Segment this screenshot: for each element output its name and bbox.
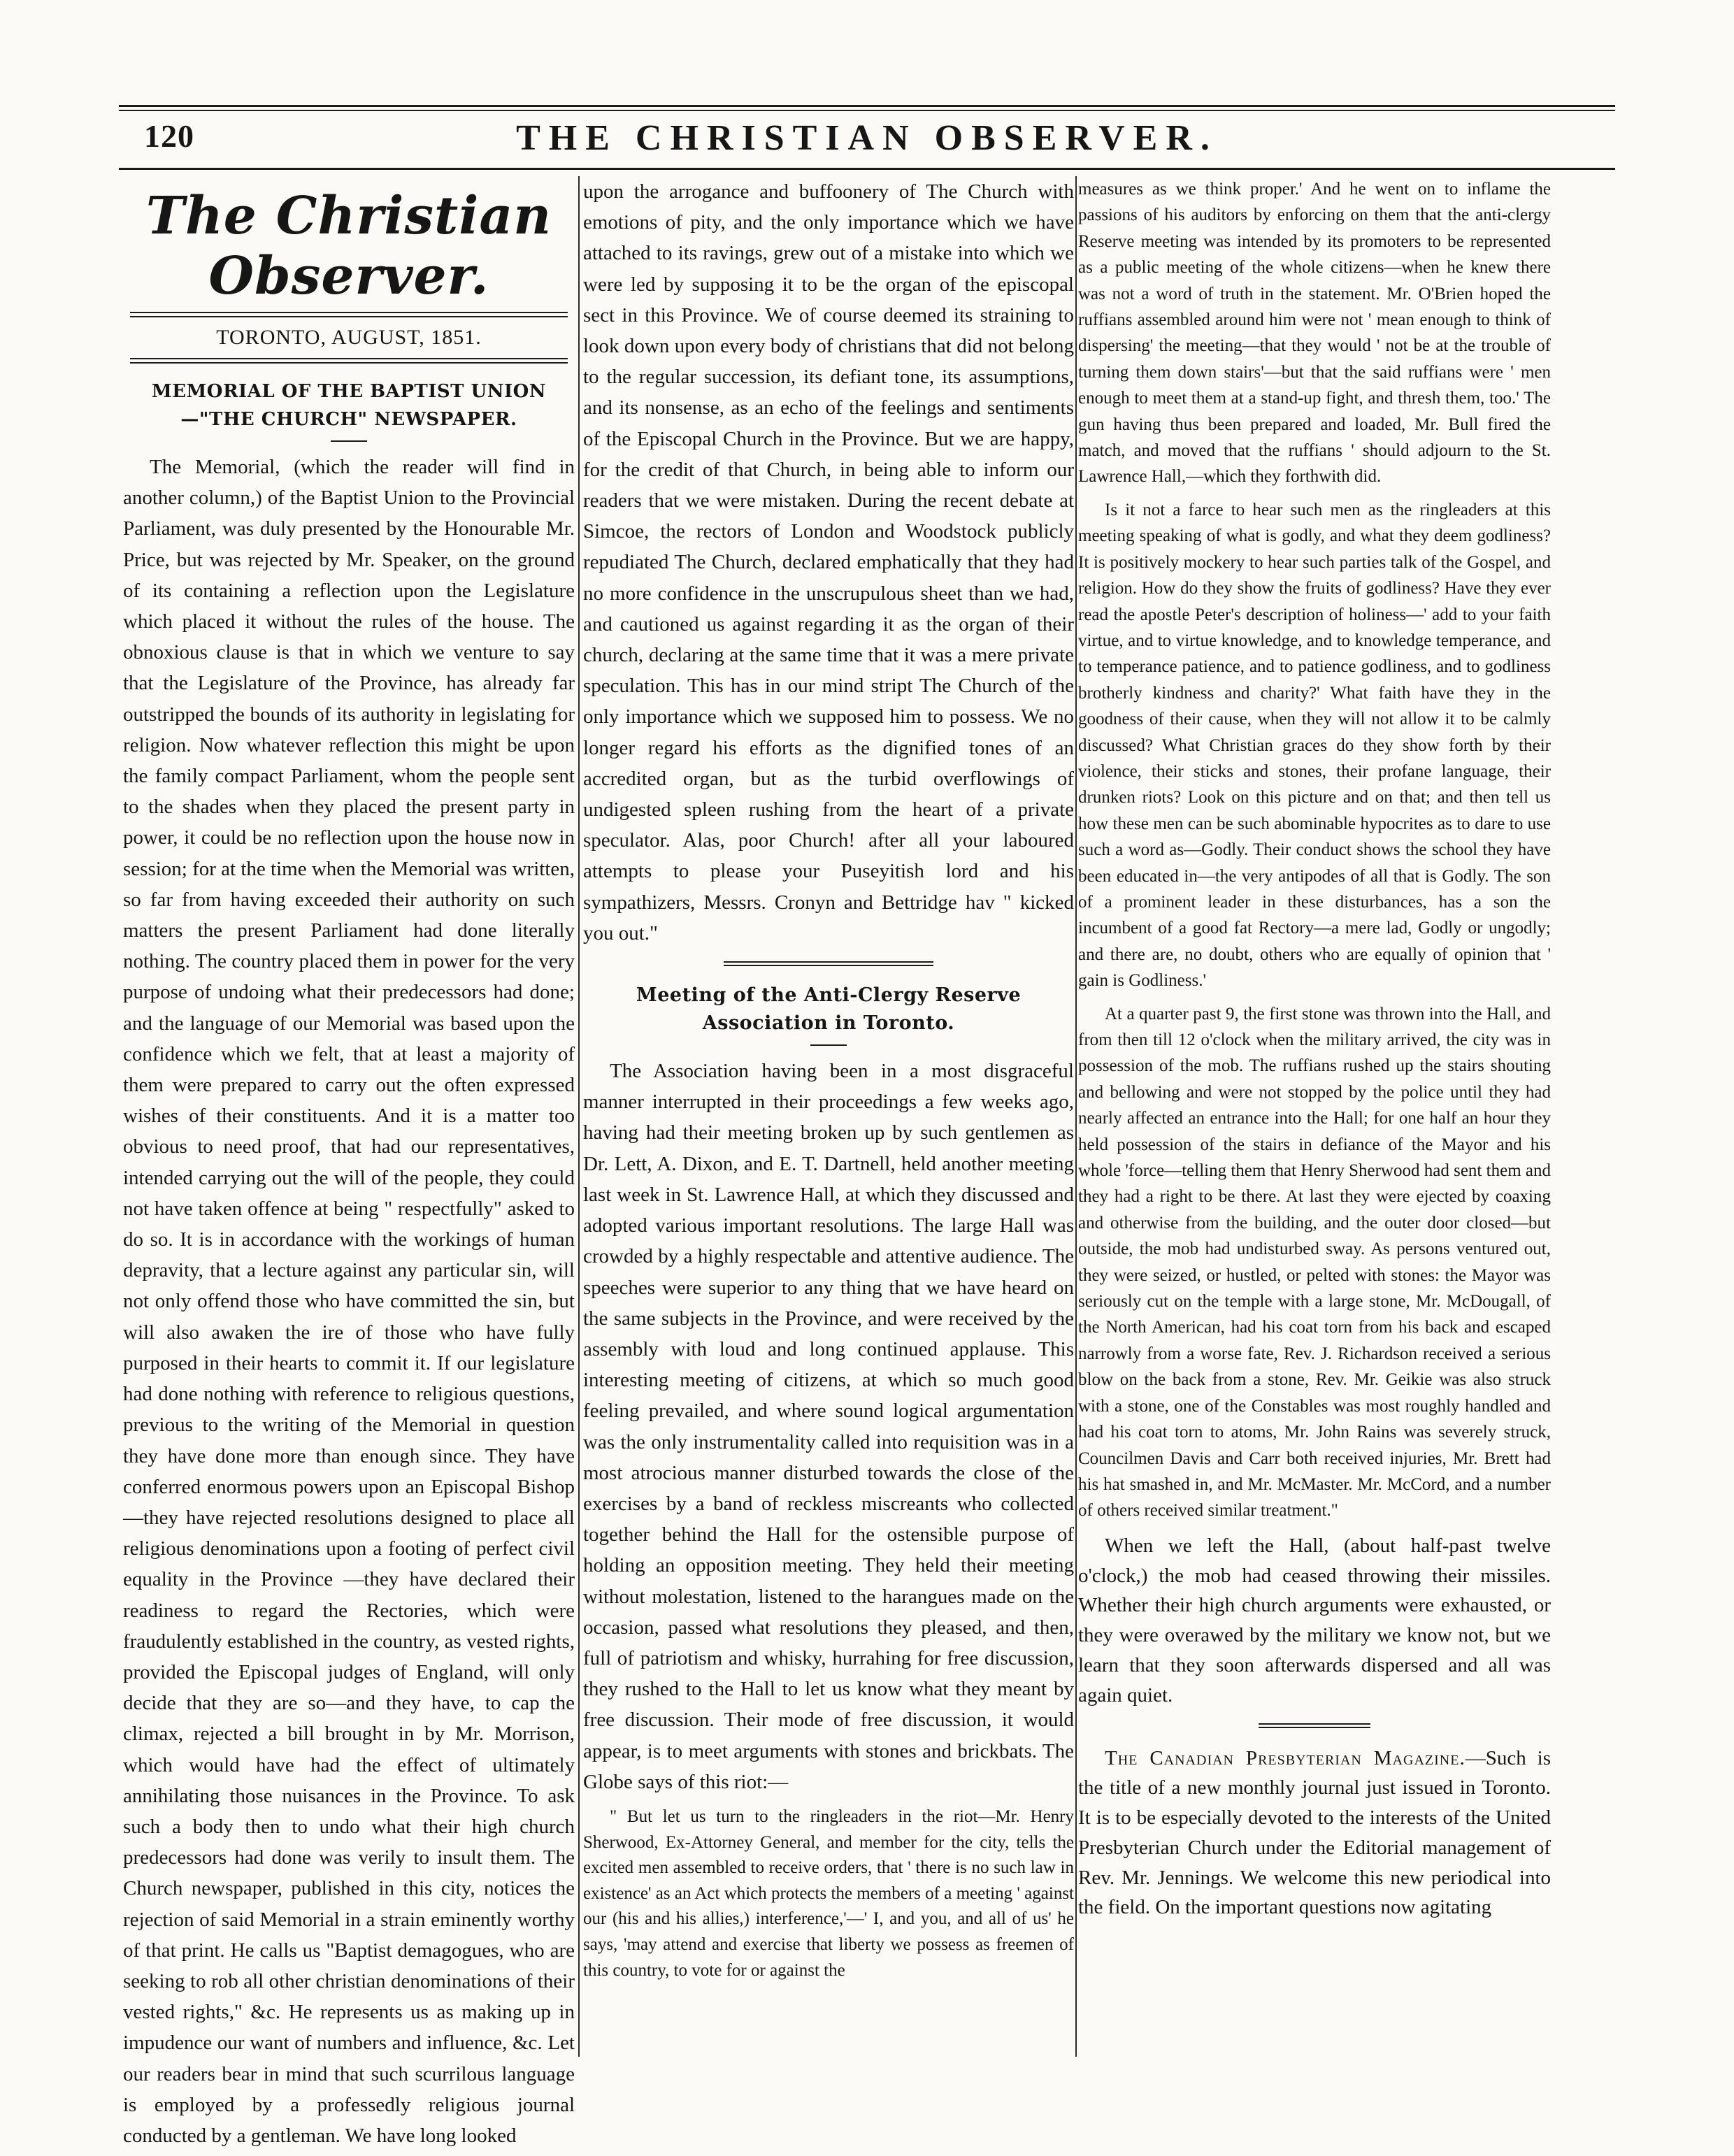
magazine-paragraph [1078, 1744, 1551, 1923]
top-rule-thin [119, 110, 1615, 111]
meeting-headline: Meeting of the Anti-Clergy Reserve Association in Toronto. [636, 984, 1022, 1035]
masthead-rule [130, 312, 568, 317]
memorial-paragraph-2: upon the arrogance and buffoonery of The Church with emotions of pity, and the only importance which we have attached to its ravings, grew out of a mistake into which we were led by supposing it to be the organ of the episcopal sect in this Province. We of course deemed its straining to look down upon every body of christians that did not belong to the regular succession, its defiant tone, its assumptions, and its nonsense, as an echo of the feelings and sentiments of the Episcopal Church in the Province. But we are happy, for the credit of that Church, in being able to inform our readers that we were mistaken. During the recent debate at Simcoe, the rectors of London and Woodstock publicly repudiated The Church, declared emphatically that they had no more confidence in the unscrupulous sheet than we had, and cautioned us against regarding it as the organ of their church, declaring at the same time that it was a mere private speculation. This has in our mind stript The Church of the only importance which we supposed him to possess. We no longer regard his efforts as the dignified tones of an accredited organ, but as the turbid overflowings of undigested spleen rushing from the heart of a private speculator. Alas, poor Church! after all your laboured attempts to please your Puseyitish lord and his sympathizers, Messrs. Cronyn and Bettridge hav " kicked you out." [583, 180, 1074, 944]
running-title: THE CHRISTIAN OBSERVER. [516, 118, 1218, 158]
head-rule [119, 168, 1615, 170]
magazine-text: —Such is the title of a new monthly journal just issued in Toronto. It is to be especially devoted to the interests of the United Presbyterian Church under the Editorial management of Rev. Mr. Jennings. We welcome this new periodical into the field. On the important questions now agitating [1078, 1746, 1551, 1919]
memorial-headline: MEMORIAL OF THE BAPTIST UNION—"THE CHURCH" NEWSPAPER. [151, 381, 547, 430]
headline-rule [331, 440, 367, 442]
page-number: 120 [144, 118, 194, 154]
magazine-title: The Canadian Presbyterian Magazine. [1105, 1746, 1466, 1769]
meeting-headline-rule [810, 1044, 847, 1046]
meeting-quote-2: measures as we think proper.' And he went on to inflame the passions of his auditors by enforcing on them that the anti-clergy Reserve meeting was intended by its promoters to be represented as a public meeting of the whole citizens—when he knew there was not a word of truth in the statement. Mr. O'Brien hoped the ruffians assembled around him were not ' mean enough to think of dispersing' the meeting—that they would ' not be at the trouble of turning them down stairs'—but that the said ruffians were ' men enough to meet them at a stand-up fight, and thresh them, too.' The gun having thus been prepared and loaded, Mr. Bull fired the match, and moved that the ruffians ' should adjourn to the St. Lawrence Hall,—which they forthwith did. [1078, 180, 1551, 487]
column-2 [583, 176, 1074, 2057]
column-3 [1078, 176, 1551, 2057]
meeting-quote-3: Is it not a farce to hear such men as the ringleaders at this meeting speaking of what is godly, and what they deem godliness? It is positively mockery to hear such parties talk of the Gospel, and religion. How do they show the fruits of godliness? Have they ever read the apostle Peter's description of holiness—' add to your faith virtue, and to virtue knowledge, and to knowledge temperance, and to temperance patience, and to patience godliness, and to godliness brotherly kindness and charity?' What faith have they in the goodness of their cause, when they will not allow it to be calmly discussed? What Christian graces do they show forth by their violence, their sticks and stones, their profane language, their drunken riots? Look on this picture and on that; and then tell us how these men can be such abominable hypocrites as to dare to use such a word as—Godly. Their conduct shows the school they have been educated in—the very antipodes of all that is Godly. The son of a prominent leader in these disturbances, has a son the incumbent of a good fat Rectory—a mere lad, Godly or ungodly; and there are, no doubt, others who are equally of opinion that ' gain is Godliness.' [1078, 500, 1551, 991]
top-rule [119, 105, 1615, 107]
meeting-quote-4: At a quarter past 9, the first stone was thrown into the Hall, and from then till 12 o'clock when the military arrived, the city was in possession of the mob. The ruffians rushed up the stairs shouting and bellowing and were not stopped by the police until they had nearly affected an entrance into the Hall; for one half an hour they held possession of the stairs in defiance of the Mayor and his whole 'force—telling them that Henry Sherwood had sent them and they had a right to be there. At last they were ejected by coaxing and otherwise from the building, and the outer door closed—but outside, the mob had undisturbed sway. As persons ventured out, they were seized, or hustled, or pelted with stones: the Mayor was seriously cut on the temple with a large stone, Mr. McDougall, of the North American, had his coat torn from his back and escaped narrowly from a worse fate, Rev. J. Richardson received a serious blow on the back from a stone, Rev. Mr. Geikie was also struck with a stone, one of the Constables was most roughly handled and had his coat torn to atoms, Mr. John Rains was severely struck, Councilmen Davis and Carr both received injuries, Mr. Brett had his hat smashed in, and Mr. McMaster. Mr. McCord, and a number of others received similar treatment." [1078, 1004, 1551, 1521]
section-rule [724, 961, 933, 966]
magazine-rule [1259, 1723, 1370, 1728]
meeting-closing-paragraph: When we left the Hall, (about half-past twelve o'clock,) the mob had ceased throwing their missiles. Whether their high church arguments were exhausted, or they were overawed by the military we know not, but we learn that they soon afterwards dispersed and all was again quiet. [1078, 1534, 1551, 1706]
dateline: TORONTO, AUGUST, 1851. [216, 326, 482, 349]
memorial-paragraph-1: The Memorial, (which the reader will find in another column,) of the Baptist Union to the Provincial Parliament, was duly presented by the Honourable Mr. Price, but was rejected by Mr. Speaker, on the ground of its containing a reflection upon the Legislature which placed it without the rules of the house. The obnoxious clause is that in which we venture to say that the Legislature of the Province, has already far outstripped the bounds of its authority in legislating for religion. Now whatever reflection this might be upon the family compact Parliament, whom the people sent to the shades when they placed the present party in power, it could be no reflection upon the house now in session; for at the time when the Memorial was written, so far from having exceeded their authority on such matters the present Parliament had done literally nothing. The country placed them in power for the very purpose of undoing what their predecessors had done; and the language of our Memorial was based upon the confidence which we felt, that at least a majority of them were prepared to carry out the often expressed wishes of their constituents. And it is a matter too obvious to need proof, that had our representatives, intended carrying out the will of the people, they could not have taken offence at being " respectfully" asked to do so. It is in accordance with the workings of human depravity, that a lecture against any particular sin, will not only offend those who have committed the sin, but will also awaken the ire of those who have fully purposed in their hearts to commit it. If our legislature had done nothing with reference to religious questions, previous to the writing of the Memorial in question they have done more than enough since. They have conferred enormous powers upon an Episcopal Bishop—they have rejected resolutions designed to place all religious denominations upon a footing of perfect civil equality in the Province —they have declared their readiness to regard the Rectories, which were fraudulently established in the country, as vested rights, provided the Episcopal judges of England, will only decide that they are so—and they have, to cap the climax, rejected a bill brought in by Mr. Morrison, which would have had the effect of ultimately annihilating those nuisances in the Province. To ask such a body then to undo what their high church predecessors had done was verily to insult them. The Church newspaper, published in this city, notices the rejection of said Memorial in a strain eminently worthy of that print. He calls us "Baptist demagogues, who are seeking to rob all other christian denominations of their vested rights," &c. He represents us as making up in impudence our want of numbers and influence, &c. Let our readers bear in mind that such scurrilous language is employed by a professedly religious journal conducted by a gentleman. We have long looked [123, 456, 575, 2147]
running-head [119, 117, 1615, 166]
meeting-quote-1: " But let us turn to the ringleaders in the riot—Mr. Henry Sherwood, Ex-Attorney General, and member for the city, tells the excited men assembled to receive orders, that ' there is no such law in existence' as an Act which protects the members of a meeting ' against our (his and his allies,) interference,'—' I, and you, and all of us' he says, 'may attend and exercise that liberty we possess as freemen of this country, to vote for or against the [583, 1806, 1074, 1980]
column-divider-1 [578, 176, 580, 2057]
masthead-title: The Christian Observer. [145, 186, 552, 306]
dateline-rule [130, 358, 568, 364]
column-1 [123, 176, 575, 2147]
column-divider-2 [1075, 176, 1077, 2057]
meeting-paragraph-1: The Association having been in a most disgraceful manner interrupted in their proceedings a few weeks ago, having had their meeting broken up by such gentlemen as Dr. Lett, A. Dixon, and E. T. Dartnell, held another meeting last week in St. Lawrence Hall, at which they discussed and adopted various important resolutions. The large Hall was crowded by a highly respectable and attentive audience. The speeches were superior to any thing that we have heard on the same subjects in the Province, and were received by the assembly with loud and long continued applause. This interesting meeting of citizens, at which so much good feeling prevailed, and where sound logical argumentation was the only instrumentality called into requisition was in a most atrocious manner disturbed towards the close of the exercises by a band of reckless miscreants who collected together behind the Hall for the ostensible purpose of holding an opposition meeting. They held their meeting without molestation, listened to the harangues made on the occasion, passed what resolutions they pleased, and then, full of patriotism and whisky, hurrahing for free discussion, they rushed to the Hall to let us know what they meant by free discussion. Their mode of free discussion, it would appear, is to meet arguments with stones and brickbats. The Globe says of this riot:— [583, 1060, 1074, 1793]
